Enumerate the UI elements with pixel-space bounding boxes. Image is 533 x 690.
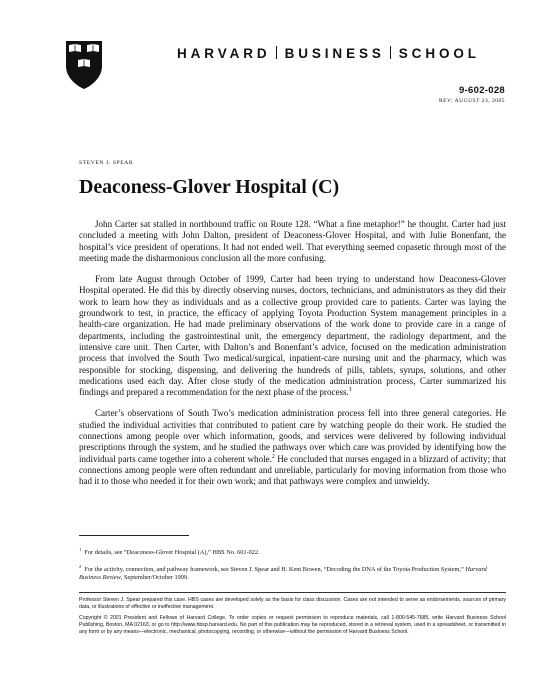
page-title: Deaconess-Glover Hospital (C) — [79, 176, 340, 198]
school-name-word: BUSINESS — [284, 46, 385, 61]
legal-paragraph: Professor Steven J. Spear prepared this case. HBS cases are developed solely as the basis for class discussion. Cases are not intended to serve as endorsements, sources of primary data, or illustrations of effective or ineffective management. — [79, 597, 506, 611]
revision-date: REV: AUGUST 23, 2005 — [438, 98, 505, 104]
footnote-divider — [79, 535, 189, 536]
page-header — [65, 40, 505, 92]
legal-divider — [79, 592, 506, 593]
footnote-marker: 1 — [348, 387, 352, 394]
paragraph: John Carter sat stalled in northbound traffic on Route 128. “What a fine metaphor!” he thought. Carter had just concluded a meeting with John Dalton, president of Deaconess-Glover Hospital, and with Julie Bonenfant, the hospital’s vice president of operations. It had not ended well. That everything seemed copasetic through most of the meeting made the disharmonious conclusion all the more confusing. — [79, 219, 506, 263]
school-name — [177, 46, 480, 61]
footnote: $^2$ For the activity, connection, and pathway framework, see Steven J. Spear and H. Kent Bowen, “Decoding the DNA of the Toyota Production System,” Harvard Business Review, September/October 1999. — [79, 564, 487, 582]
header-divider — [390, 46, 391, 59]
legal-notice — [79, 597, 506, 640]
footnote-marker: 2 — [271, 453, 275, 460]
paragraph: Carter’s observations of South Two’s medication administration process fell into three general categories. He studied the individual activities that contributed to patient care by watching people do their work. He studied the connections among people over which information, goods, and services were delivered by following individual prescriptions through the system, and he studied the pathways over which care was provided by identifying how the individual parts came together into a coherent whole.$^2$ He concluded that nurses engaged in a blizzard of activity; that connections among people were often redundant and unreliable, particularly for moving information from those who had it to those who needed it for their own work; and that pathways were complex and unwieldy. — [79, 408, 506, 487]
school-name-word: HARVARD — [177, 46, 271, 61]
school-name-word: SCHOOL — [398, 46, 480, 61]
header-divider — [276, 46, 277, 59]
case-number: 9-602-028 — [458, 85, 505, 96]
body-text — [79, 219, 506, 498]
footnotes — [79, 546, 506, 588]
footnote: $^1$ For details, see “Deaconess-Glover Hospital (A),” HBS No. 601-022. — [79, 547, 260, 557]
harvard-shield-logo — [65, 40, 103, 90]
legal-paragraph: Copyright © 2001 President and Fellows of Harvard College. To order copies or request permission to reproduce materials, call 1-800-545-7685, write Harvard Business School Publishing, Boston, MA 02163, or go to http://www.hbsp.harvard.edu. No part of this publication may be reproduced, stored in a retrieval system, used in a spreadsheet, or transmitted in any form or by any means—electronic, mechanical, photocopying, recording, or otherwise—without the permission of Harvard Business School. — [79, 614, 506, 636]
paragraph: From late August through October of 1999, Carter had been trying to understand how Deaconess-Glover Hospital operated. He did this by directly observing nurses, doctors, technicians, and administrators as they did their work to learn how they as individuals and as a collective group provided care to patients. Carter was laying the groundwork to test, in practice, the efficacy of applying Toyota Production System management principles in a health-care organization. He had made preliminary observations of the work done to provide care in a range of departments, including the gastrointestinal unit, the emergency department, the radiology department, and the intensive care unit. Then Carter, with Dalton’s and Bonenfant’s advice, focused on the medication administration process that involved the South Two medical/surgical, inpatient-care nursing unit and the pharmacy, which was responsible for stocking, dispensing, and delivering the hundreds of pills, tablets, syrups, solutions, and other medications used each day. After close study of the medication administration process, Carter summarized his findings and prepared a recommendation for the next phase of the process.$^1$ — [79, 274, 506, 398]
author-name: STEVEN J. SPEAR — [79, 160, 134, 166]
